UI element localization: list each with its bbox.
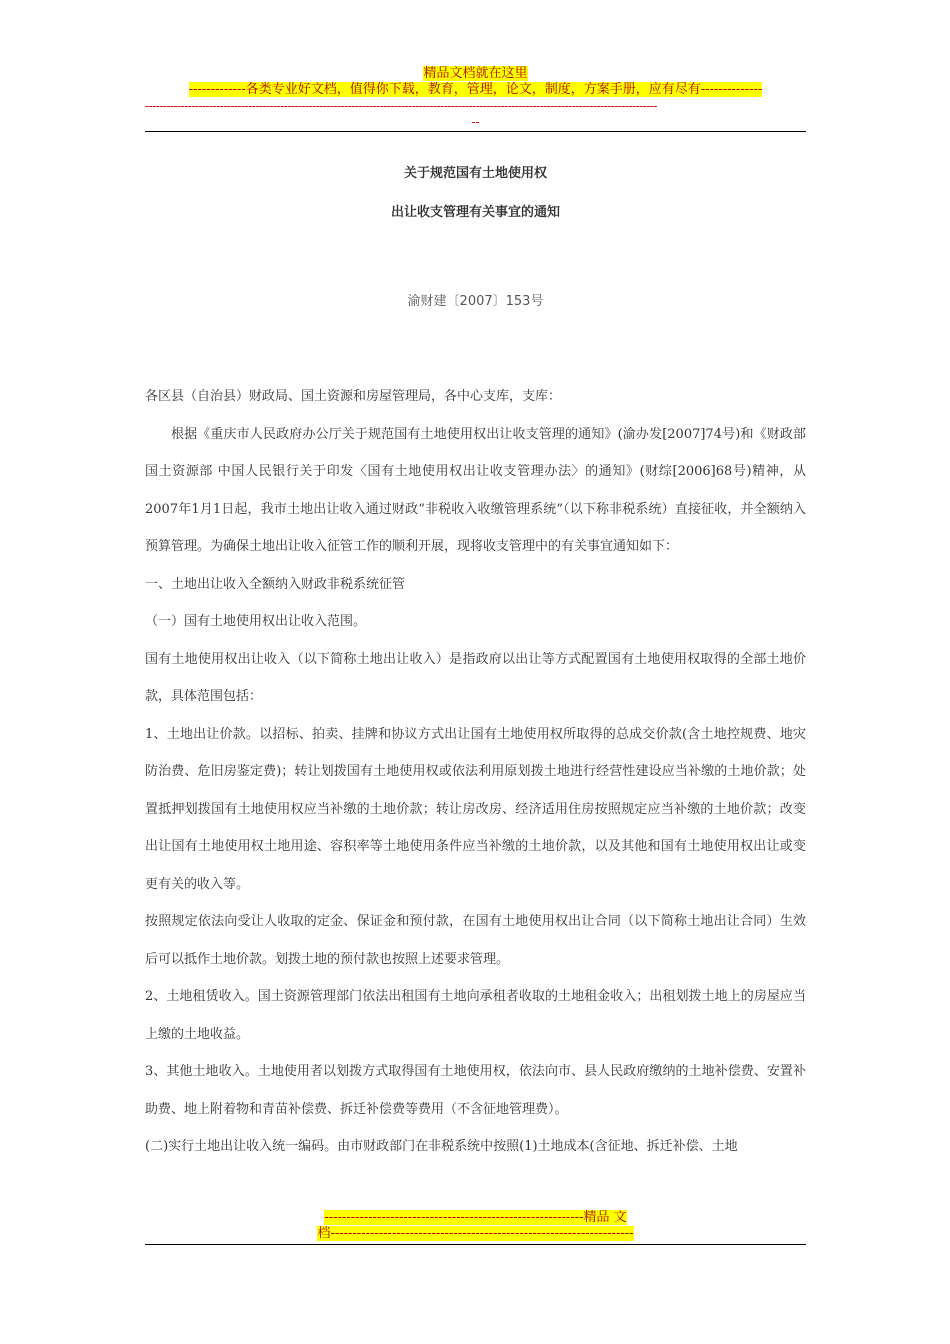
salutation: 各区县（自治县）财政局、国土资源和房屋管理局，各中心支库，支库： [145,389,562,404]
header-divider [145,131,806,132]
section-heading: 一、土地出让收入全额纳入财政非税系统征管 [145,576,406,592]
document-title-line2: 出让收支管理有关事宜的通知 [390,205,560,220]
header-dash-line: ------------------------------------------------------------------------------------------------------------------------------------------------ [145,99,657,113]
document-number: 渝财建〔2007〕153号 [407,294,544,309]
paragraph: 3、其他土地收入。土地使用者以划拨方式取得国有土地使用权，依法向市、县人民政府缴纳的土地补偿费、安置补助费、地上附着物和青苗补偿费、拆迁补偿费等费用（不含征地管理费）。 [145,1064,806,1117]
footer-divider [145,1244,806,1245]
paragraph: 国有土地使用权出让收入（以下简称土地出让收入）是指政府以出让等方式配置国有土地使用权取得的全部土地价款，具体范围包括： [145,651,806,704]
footer-line1: -----------------------------------------------------------精品 文 [324,1210,627,1225]
paragraph: 按照规定依法向受让人收取的定金、保证金和预付款，在国有土地使用权出让合同（以下简称土地出让合同）生效后可以抵作土地价款。划拨土地的预付款也按照上述要求管理。 [145,914,806,967]
watermark-header-title: 精品文档就在这里 [423,66,528,81]
paragraph: 1、土地出让价款。以招标、拍卖、挂牌和协议方式出让国有土地使用权所取得的总成交价款(含土地控规费、地灾防治费、危旧房鉴定费)；转让划拨国有土地使用权或依法利用原划拨土地进行经营性建设应当补缴的土地价款；处置抵押划拨国有土地使用权应当补缴的土地价款；转让房改房、经济适用住房按照规定应当补缴的土地价款；改变出让国有土地使用权土地用途、容积率等土地使用条件应当补缴的土地价款，以及其他和国有土地使用权出让或变更有关的收入等。 [145,726,806,892]
header-dash-line-end: -- [471,115,480,129]
document-title-line1: 关于规范国有土地使用权 [403,166,547,181]
watermark-header-slogan: -------------各类专业好文档，值得你下载，教育，管理，论文，制度，方案手册，应有尽有-------------- [188,82,763,97]
paragraph: (二)实行土地出让收入统一编码。由市财政部门在非税系统中按照(1)土地成本(含征地、拆迁补偿、土地 [145,1139,738,1154]
paragraph: 2、土地租赁收入。国土资源管理部门依法出租国有土地向承租者收取的土地租金收入；出租划拨土地上的房屋应当上缴的土地收益。 [145,989,806,1042]
footer-line2: 档--------------------------------------------------------------------- [317,1226,634,1241]
paragraph: 根据《重庆市人民政府办公厅关于规范国有土地使用权出让收支管理的通知》(渝办发[2007]74号)和《财政部 国土资源部 中国人民银行关于印发〈国有土地使用权出让收支管理办法〉的通知》(财综[2006]68号)精神，从2007年1月1日起，我市土地出让收入通过财政“非税收入收缴管理系统”（以下称非税系统）直接征收，并全额纳入预算管理。为确保土地出让收入征管工作的顺利开展，现将收支管理中的有关事宜通知如下： [145,426,806,554]
subsection-heading: （一）国有土地使用权出让收入范围。 [145,614,367,629]
document-body [145,378,806,1166]
watermark-footer [145,1210,806,1242]
